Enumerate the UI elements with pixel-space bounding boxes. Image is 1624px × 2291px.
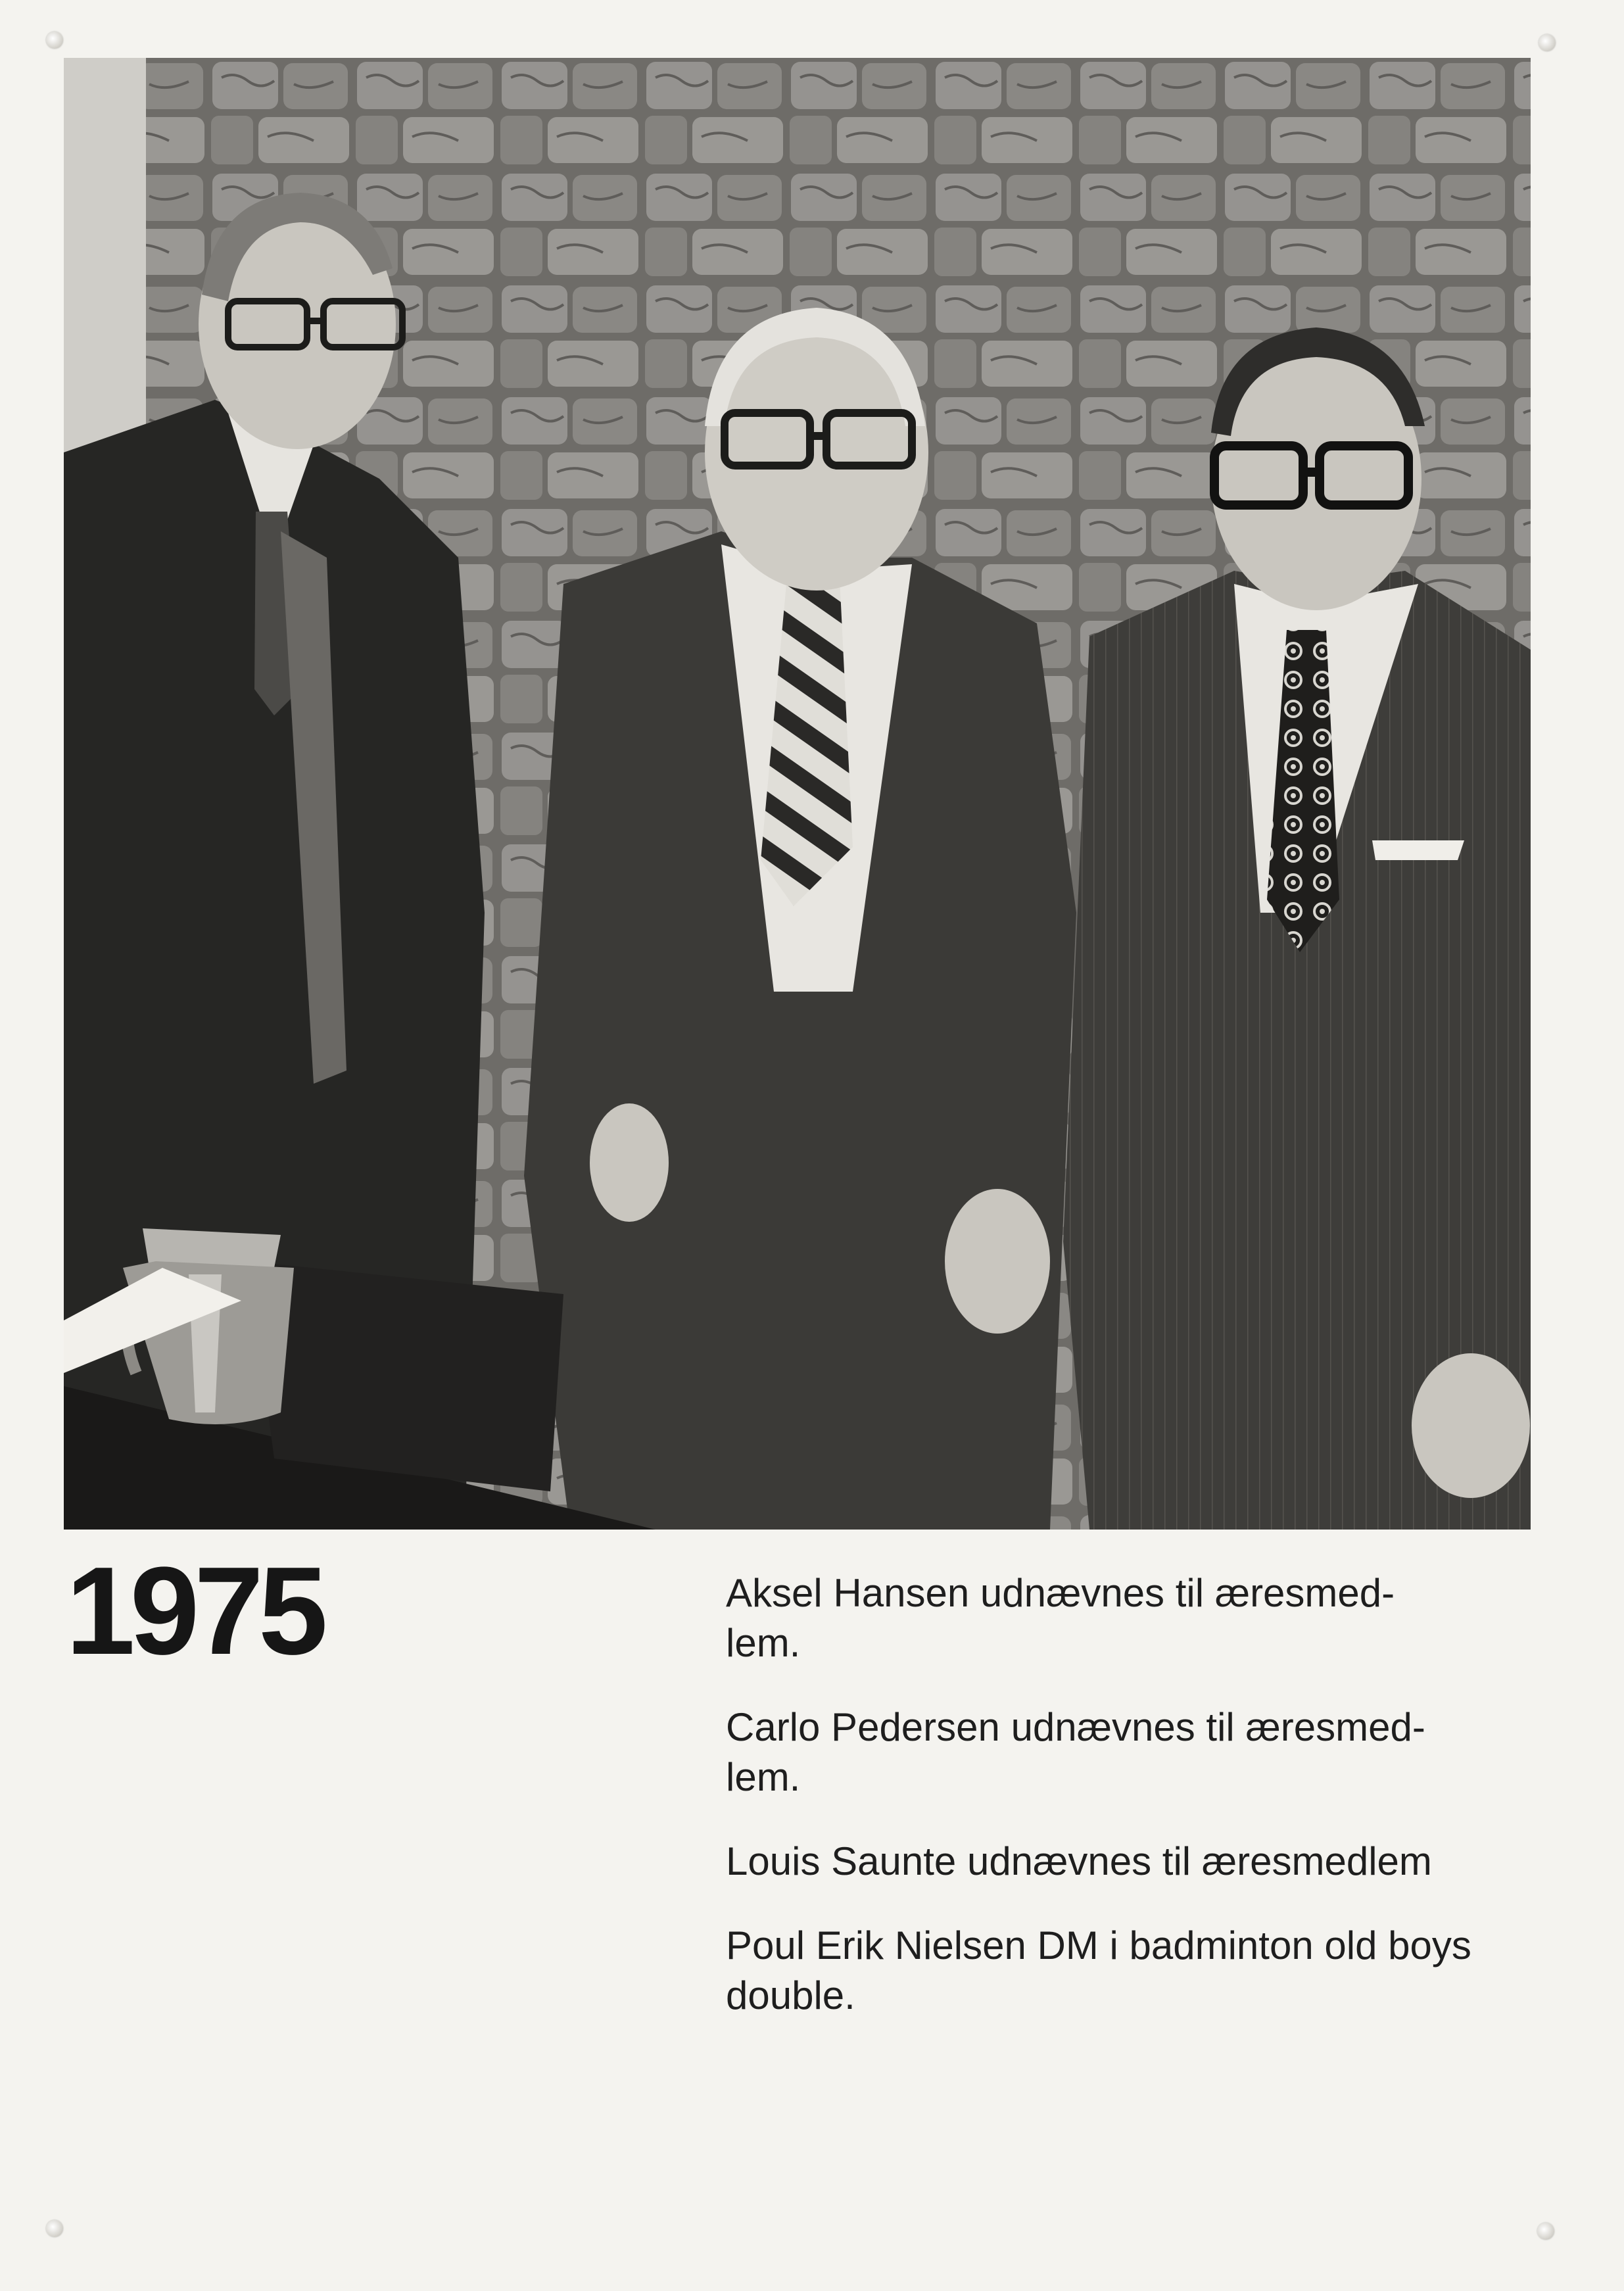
- mount-mark-bottom-right: [1537, 2223, 1554, 2240]
- caption-entry-poul-erik-nielsen: Poul Erik Nielsen DM i badminton old boys double.: [726, 1923, 1471, 2017]
- caption-list: [726, 1568, 1535, 2055]
- mount-mark-bottom-left: [46, 2220, 63, 2237]
- year-heading: 1975: [66, 1541, 323, 1681]
- group-photo: [64, 58, 1531, 1530]
- caption-entry-carlo-pedersen: Carlo Pedersen udnævnes til æresmed- lem.: [726, 1705, 1425, 1799]
- caption-entry-aksel-hansen: Aksel Hansen udnævnes til æresmed- lem.: [726, 1571, 1395, 1665]
- mount-mark-top-right: [1539, 34, 1556, 51]
- group-photo-illustration: [64, 58, 1531, 1530]
- mount-mark-top-left: [46, 32, 63, 49]
- caption-entry-louis-saunte: Louis Saunte udnævnes til æresmedlem: [726, 1839, 1432, 1883]
